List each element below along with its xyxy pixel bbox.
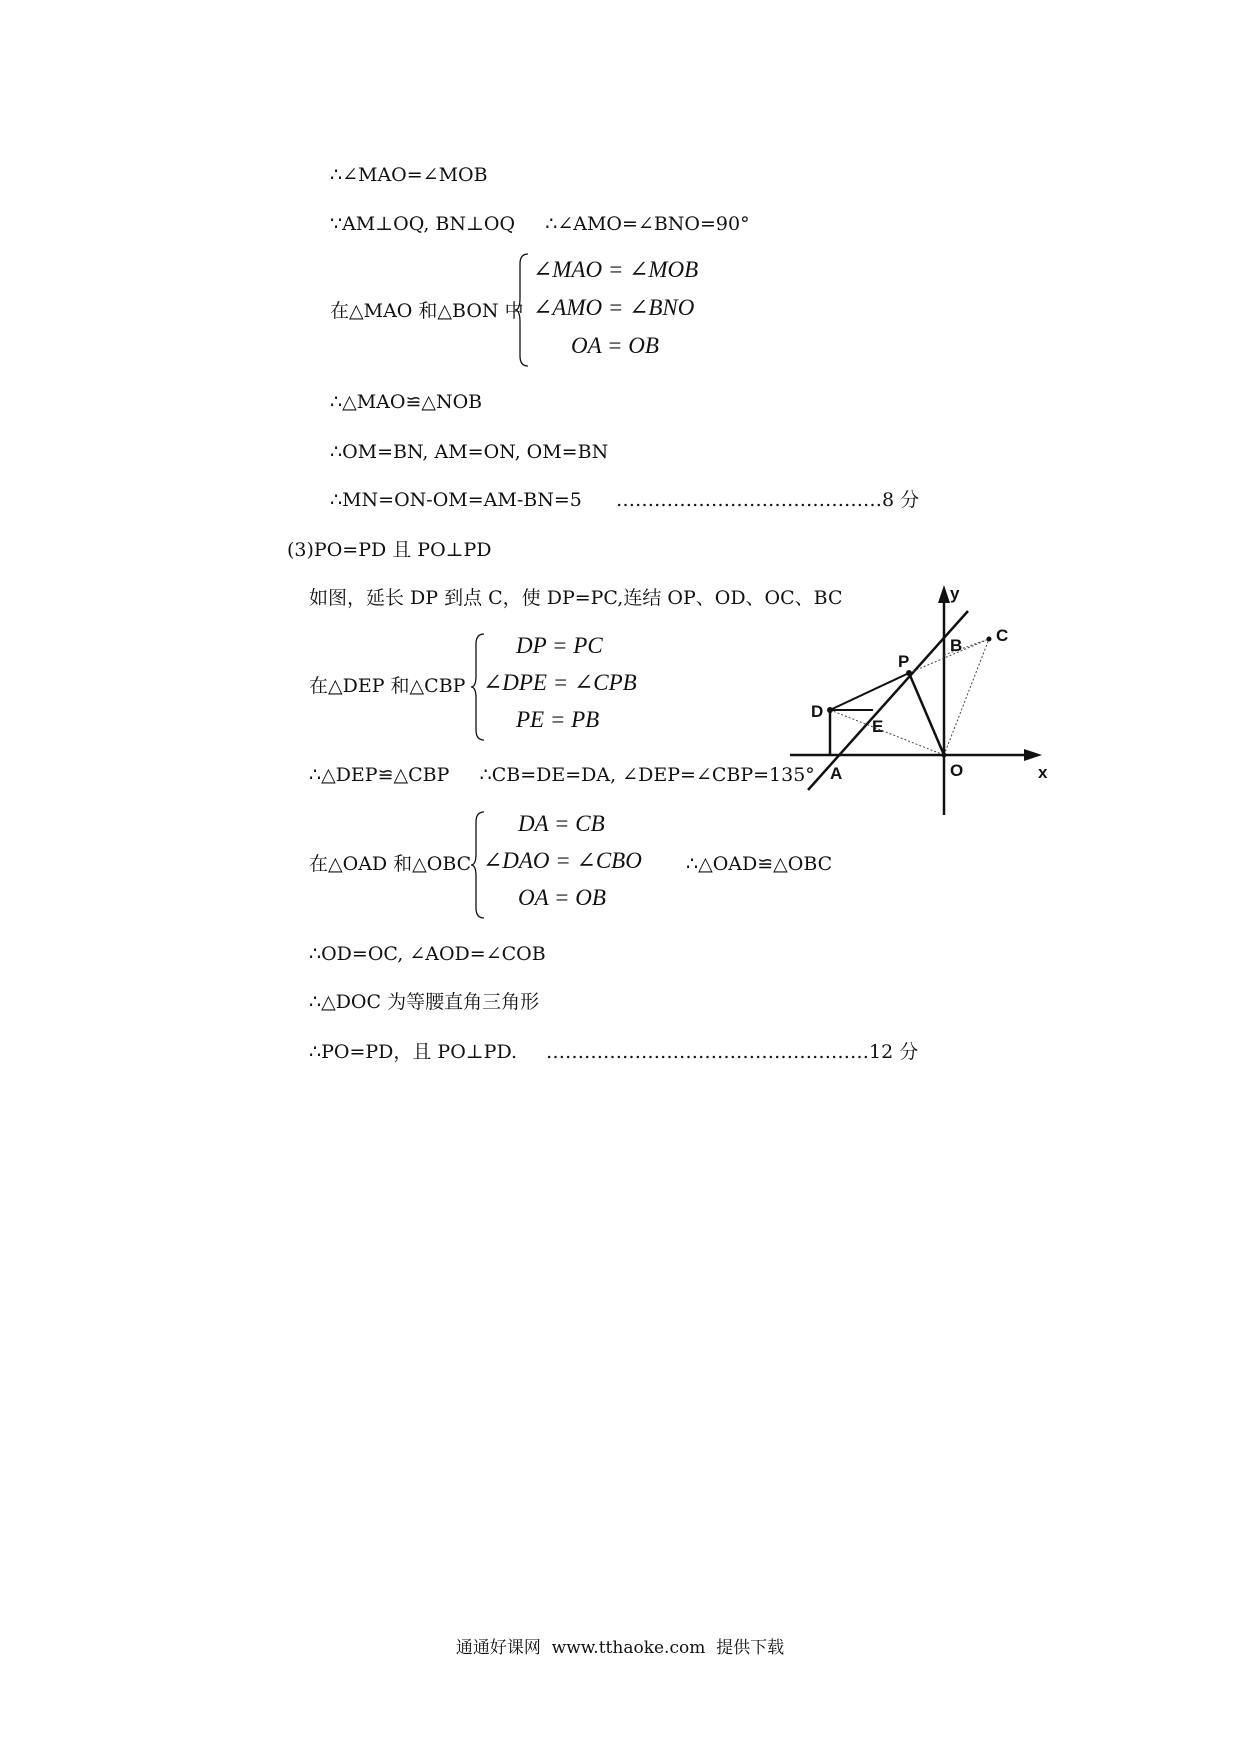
dotted-oc [944,639,989,755]
segment-po [909,673,944,755]
y-axis-arrow [938,585,950,603]
line-isosceles-right: ∴△DOC 为等腰直角三角形 [309,991,540,1013]
line-construction: 如图，延长 DP 到点 C，使 DP=PC,连结 OP、OD、OC、BC [309,587,843,609]
line-om-bn: ∴OM=BN, AM=ON, OM=BN [330,441,609,463]
line-perpendicular: ∵AM⊥OQ, BN⊥OQ ∴∠AMO=∠BNO=90° [330,213,750,235]
x-axis-arrow [1024,749,1042,761]
dotted-pc [909,639,989,673]
label-d: D [811,702,824,721]
line-conclusion: ∴PO=PD，且 PO⊥PD. [309,1041,518,1063]
line-mao-mob: ∴∠MAO=∠MOB [330,164,488,186]
line-triangle-oad-obc: 在△OAD 和△OBC [309,853,472,875]
line-congruent-mao-nob: ∴△MAO≌△NOB [330,391,483,413]
line-od-oc: ∴OD=OC, ∠AOD=∠COB [309,943,546,965]
sys3-eq1: DA = CB [518,811,605,836]
label-y: y [950,585,960,603]
point-o [942,753,947,758]
footer: 通通好课网 www.tthaoke.com 提供下载 [455,1638,785,1658]
label-p: P [898,652,910,671]
sys2-eq2: ∠DPE = ∠CPB [483,670,637,695]
label-b: B [950,636,963,655]
sys2-eq1: DP = PC [516,633,603,658]
point-d [827,707,833,713]
line-triangle-mao-bon: 在△MAO 和△BON 中 [330,300,524,322]
label-e: E [872,717,884,736]
label-c: C [996,626,1009,645]
sys3-eq2: ∠DAO = ∠CBO [483,848,642,873]
sys2-eq3: PE = PB [516,707,600,732]
sys1-eq1: ∠MAO = ∠MOB [533,257,699,282]
brace-1 [514,252,532,368]
line-congruent-oad-obc: ∴△OAD≌△OBC [686,853,833,875]
line-triangle-dep-cbp: 在△DEP 和△CBP [309,675,466,697]
label-o: O [950,761,964,780]
line-part3: (3)PO=PD 且 PO⊥PD [287,539,492,561]
sys3-eq3: OA = OB [518,885,606,910]
score-12: ……………………………………………12 分 [546,1041,919,1063]
geometry-figure [790,585,1060,820]
label-x: x [1038,763,1048,782]
sys1-eq3: OA = OB [571,333,659,358]
label-a: A [830,764,843,783]
line-mn-5: ∴MN=ON-OM=AM-BN=5 [330,489,582,511]
line-congruent-dep-cbp: ∴△DEP≌△CBP ∴CB=DE=DA, ∠DEP=∠CBP=135° [309,764,815,786]
score-8: ……………………………………8 分 [616,489,920,511]
point-c [987,637,992,642]
sys1-eq2: ∠AMO = ∠BNO [533,295,695,320]
